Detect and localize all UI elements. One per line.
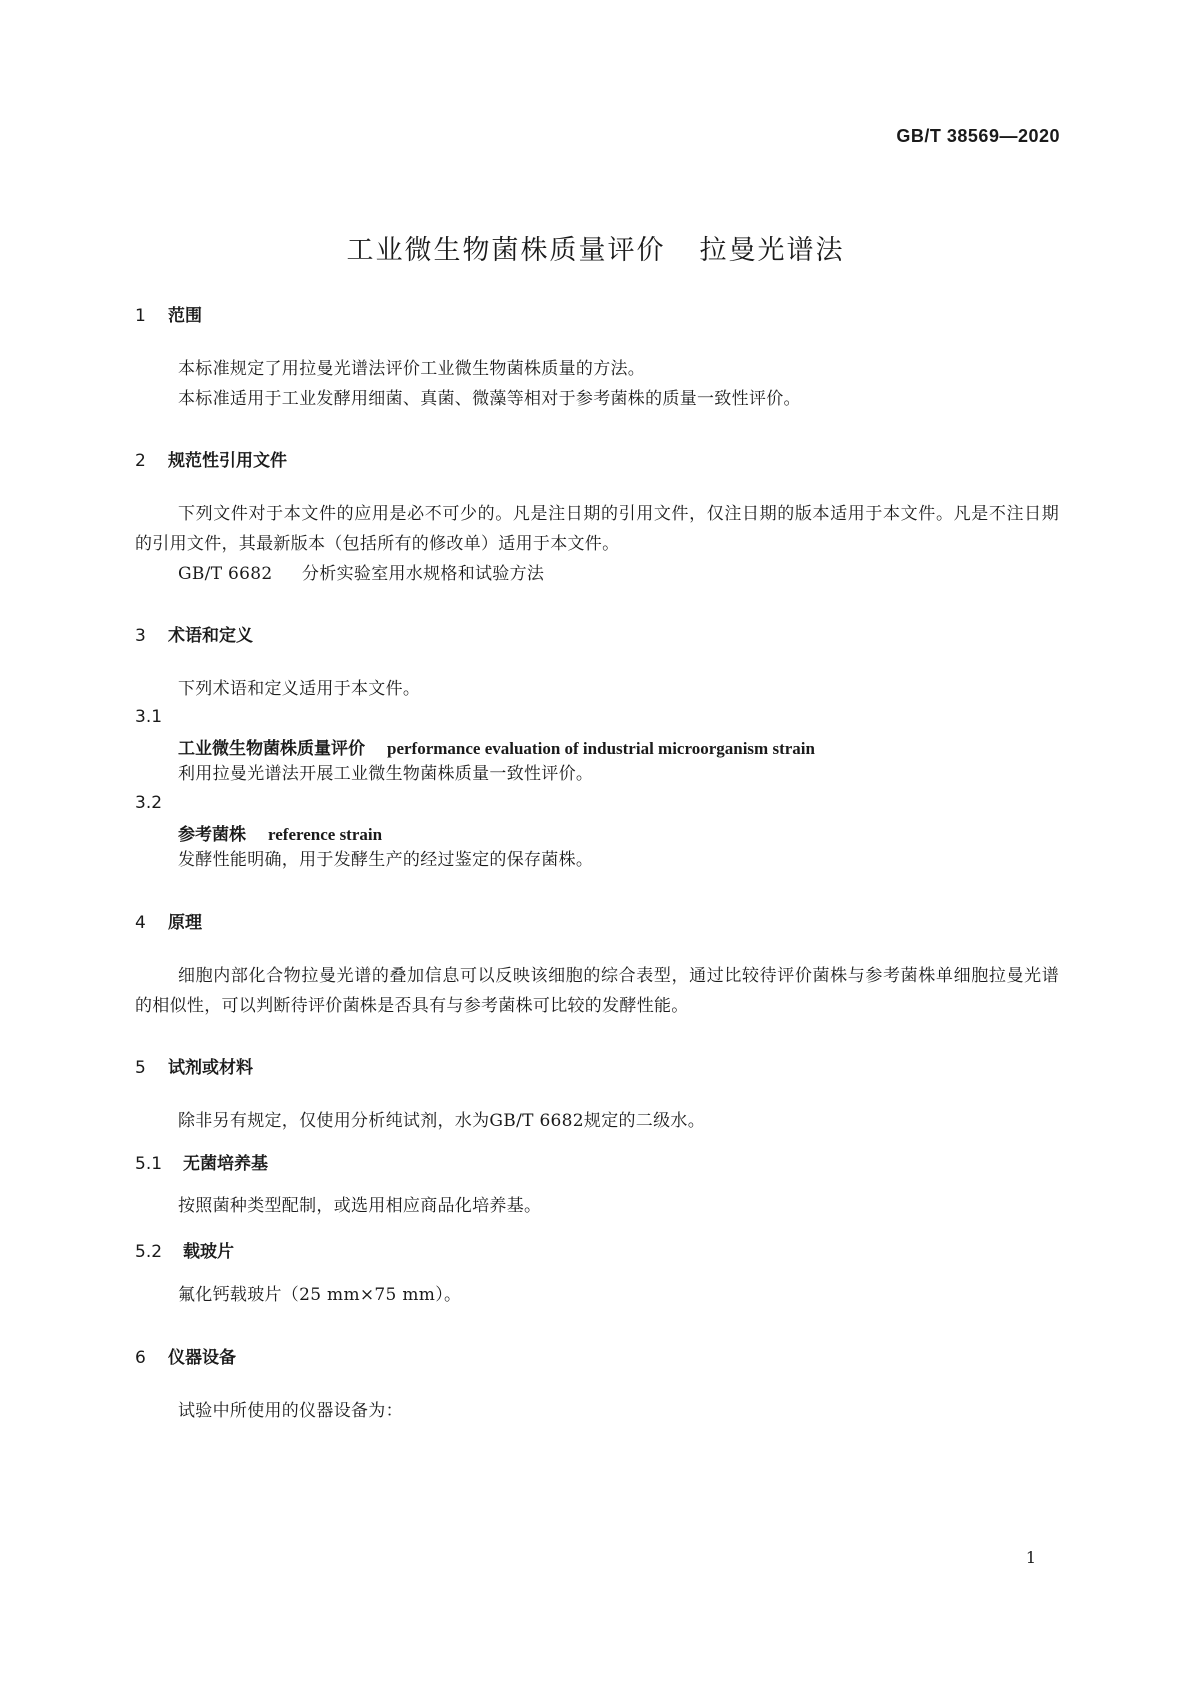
section-heading [135, 1343, 236, 1368]
section-heading [135, 1053, 253, 1078]
section-heading [135, 908, 202, 933]
subsection-number: 5.2 [135, 1242, 163, 1262]
section-heading [135, 301, 202, 326]
title-main: 工业微生物菌株质量评价 [346, 235, 666, 266]
term-number: 3.1 [135, 707, 163, 727]
subsection-title: 载玻片 [183, 1242, 234, 1262]
section-number: 4 [135, 913, 146, 933]
term-zh: 参考菌株 [178, 825, 246, 845]
paragraph: 细胞内部化合物拉曼光谱的叠加信息可以反映该细胞的综合表型，通过比较待评价菌株与参考菌株单细胞拉曼光谱的相似性，可以判断待评价菌株是否具有与参考菌株可比较的发酵性能。 [135, 966, 1059, 1016]
section-title: 规范性引用文件 [168, 451, 287, 471]
term-definition: 发酵性能明确，用于发酵生产的经过鉴定的保存菌株。 [178, 850, 594, 870]
paragraph: 试验中所使用的仪器设备为： [178, 1401, 403, 1421]
reference-code: GB/T 6682 [178, 564, 273, 584]
subsection-heading [135, 1237, 234, 1262]
paragraph: 本标准规定了用拉曼光谱法评价工业微生物菌株质量的方法。 [178, 359, 646, 379]
section-number: 5 [135, 1058, 146, 1078]
section-number: 1 [135, 306, 146, 326]
section-number: 3 [135, 626, 146, 646]
term-en: reference strain [268, 825, 383, 844]
title-method: 拉曼光谱法 [699, 235, 845, 266]
section-title: 原理 [168, 913, 202, 933]
term-zh: 工业微生物菌株质量评价 [178, 739, 365, 759]
subsection-title: 无菌培养基 [183, 1154, 268, 1174]
section-title: 范围 [168, 306, 202, 326]
section-title: 仪器设备 [168, 1348, 236, 1368]
term-entry [178, 734, 815, 759]
paragraph: 除非另有规定，仅使用分析纯试剂，水为GB/T 6682规定的二级水。 [178, 1111, 706, 1131]
subsection-number: 5.1 [135, 1154, 163, 1174]
term-number: 3.2 [135, 793, 163, 813]
section-title: 试剂或材料 [168, 1058, 253, 1078]
paragraph: 本标准适用于工业发酵用细菌、真菌、微藻等相对于参考菌株的质量一致性评价。 [178, 389, 801, 409]
term-en: performance evaluation of industrial microorganism strain [387, 739, 815, 758]
section-heading [135, 621, 253, 646]
standard-number: GB/T 38569—2020 [896, 126, 1060, 146]
normative-reference [178, 559, 544, 589]
page-number: 1 [1025, 1548, 1036, 1567]
section-number: 2 [135, 451, 146, 471]
paragraph: 氟化钙载玻片（25 mm×75 mm）。 [178, 1285, 462, 1305]
section-title: 术语和定义 [168, 626, 253, 646]
section-number: 6 [135, 1348, 146, 1368]
section-heading [135, 446, 287, 471]
paragraph: 下列术语和定义适用于本文件。 [178, 679, 421, 699]
reference-title: 分析实验室用水规格和试验方法 [302, 564, 545, 584]
term-entry [178, 820, 382, 845]
document-title [0, 228, 1191, 267]
term-definition: 利用拉曼光谱法开展工业微生物菌株质量一致性评价。 [178, 764, 594, 784]
subsection-heading [135, 1149, 268, 1174]
paragraph: 下列文件对于本文件的应用是必不可少的。凡是注日期的引用文件，仅注日期的版本适用于本文件。凡是不注日期的引用文件，其最新版本（包括所有的修改单）适用于本文件。 [135, 504, 1059, 554]
paragraph: 按照菌种类型配制，或选用相应商品化培养基。 [178, 1196, 542, 1216]
